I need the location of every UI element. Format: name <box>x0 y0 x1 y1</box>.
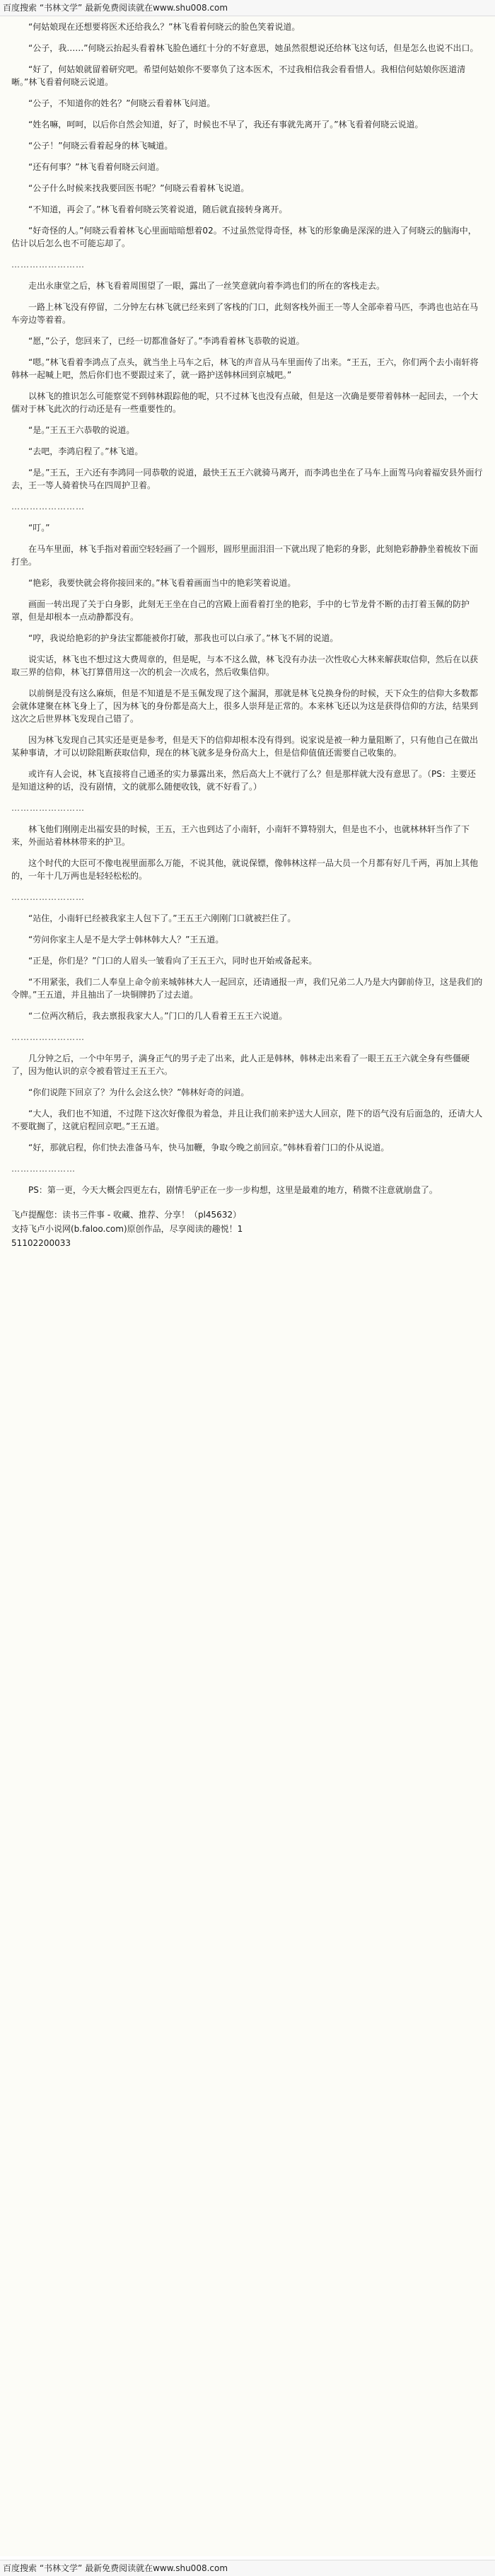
paragraph: “去吧，李鸿启程了。”林飞道。 <box>28 446 144 456</box>
paragraph: “二位两次稍后，我去禀报我家大人。”门口的几人看着王五王六说道。 <box>28 1011 288 1021</box>
paragraph: 或许有人会说，林飞直接将自己通圣的实力暴露出来，然后高大上不就行了么？但是那样就大没有意思了。（PS：主要还是知道这种的话，没有剧情，文的就那么随便收钱，就不好看了。） <box>11 769 476 792</box>
paragraph: 以前倒是没有这么麻烦，但是不知道是不是玉佩发现了这个漏洞，那就是林飞兑换身份的时候，天下众生的信仰大多数都会就体建聚在林飞身上了，因为林飞的身份都是高大上，很多人崇拜是正常的。本来林飞还以为这是获得信仰的方法，结果到这次之后世界林飞发现自己错了。 <box>11 688 479 724</box>
paragraph: “好奇怪的人。”何晓云看着林飞心里面暗暗想着02。不过虽然觉得奇怪，林飞的形象确是深深的进入了何晓云的脑海中，估计以后怎么也不可能忘却了。 <box>11 226 477 248</box>
section-separator: …………………… <box>11 502 85 512</box>
paragraph: “劳问你家主人是不是大学士韩林韩大人？”王五道。 <box>28 935 224 945</box>
page-header: 百度搜索 “书林文学” 最新免费阅读就在www.shu008.com <box>0 0 495 16</box>
paragraph: “哼，我说给艳彩的护身法宝都能被你打破，那我也可以白承了。”林飞不屑的说道。 <box>28 633 339 643</box>
paragraph: 因为林飞发现自己其实还是更是参考，但是天下的信仰却根本没有得到。说家说是被一种力量阻断了，只有他自己在做出某种事请，才可以切除阻断获取信仰，现在的林飞就多是身份高大上，但是信仰值值还需要自己收集的。 <box>11 735 479 758</box>
paragraph: “好，那就启程，你们快去准备马车，快马加鞭，争取今晚之前回京。”韩林看着门口的仆从说道。 <box>28 1143 390 1153</box>
section-separator: …………………… <box>11 1032 85 1042</box>
paragraph: “是。”王五王六恭敬的说道。 <box>28 425 135 435</box>
promo-line2: 支持飞卢小说网(b.faloo.com)原创作品，尽享阅读的趣悦！1 <box>11 1224 243 1234</box>
paragraph: “愿，”公子，您回来了，已经一切都准备好了。”李鸿看着林飞恭敬的说道。 <box>28 336 305 346</box>
paragraph: 画面一转出现了关于白身影，此刻无王坐在自己的宫殿上面看着打坐的艳彩，手中的七节龙骨不断的击打着玉佩的防护罩，但是却根本一点动静都没有。 <box>11 599 470 622</box>
promo-line3: 51102200033 <box>11 1238 71 1248</box>
paragraph: “是。”王五，王六还有李鸿同一同恭敬的说道，最快王五王六就骑马离开，而李鸿也坐在了马车上面驾马向着福安县外面行去，王一等人骑着快马在四周护卫着。 <box>11 468 483 490</box>
paragraph: “公子什么时候来找我要回医书呢？”何晓云看着林飞说道。 <box>28 183 250 193</box>
paragraph: “你们说陛下回京了？为什么会这么快？”韩林好奇的问道。 <box>28 1087 250 1097</box>
paragraph: “还有何事？”林飞看着何晓云问道。 <box>28 162 165 172</box>
paragraph: “姓名嘛，呵呵，以后你自然会知道，好了，时候也不早了，我还有事就先离开了。”林飞看着何晓云说道。 <box>28 120 424 129</box>
section-separator: ………………… <box>11 1164 76 1174</box>
paragraph: 这个时代的大臣可不像电视里面那么万能，不说其他，就说保镖，像韩林这样一品大员一个月都有好几千两，再加上其他的，一年十几万两也是轻轻松松的。 <box>11 858 479 881</box>
paragraph: “嗯。”林飞看着李鸿点了点头，就当坐上马车之后，林飞的声音从马车里面传了出来。“王五，王六，你们两个去小南轩将韩林一起喊上吧，然后你们也不要跟过来了，就一路护送韩林回到京城吧。” <box>11 357 479 380</box>
promo-line1: 飞卢提醒您：读书三件事 - 收藏、推荐、分享！（pl45632） <box>11 1210 242 1220</box>
paragraph: “何姑娘现在还想要将医术还给我么？”林飞看着何晓云的脸色笑着说道。 <box>28 22 301 32</box>
paragraph: 说实话，林飞也不想过这大费周章的，但是呢，与本不这么做，林飞没有办法一次性收心大林来解获取信仰，然后在以获取三界的信仰，林飞打算借用这一次的机会一次成名，然后收集信仰。 <box>11 654 479 677</box>
paragraph: “好了，何姑娘就留着研究吧。希望何姑娘你不要辜负了这本医术，不过我相信我会看看惜人。我相信何姑娘你医道清晰。”林飞看着何晓云说道。 <box>11 64 466 87</box>
paragraph: “站住，小南轩已经被我家主人包下了。”王五王六刚刚门口就被拦住了。 <box>28 913 296 923</box>
paragraph: 一路上林飞没有停留，二分钟左右林飞就已经来到了客栈的门口，此刻客栈外面王一等人全部牵着马匹，李鸿也也站在马车旁边等着着。 <box>11 302 479 325</box>
paragraph: “正是，你们是？”门口的人眉头一皱看向了王五王六，同时也开始戒备起来。 <box>28 956 318 966</box>
paragraph: “艳彩，我要快就会将你接回来的。”林飞看着画面当中的艳彩笑着说道。 <box>28 578 296 588</box>
paragraph: 走出永康堂之后，林飞看着周围望了一眼，露出了一丝笑意就向着李鸿也们的所在的客栈走去。 <box>28 281 385 291</box>
paragraph: PS：第一更，今天大概会四更左右，剧情毛驴正在一步一步构想，这里是最难的地方，稍微不注意就崩盘了。 <box>28 1185 438 1195</box>
paragraph: “公子！”何晓云看着起身的林飞喊道。 <box>28 141 173 151</box>
paragraph: “叮。” <box>28 523 50 533</box>
paragraph: “公子，我……”何晓云抬起头看着林飞脸色通红十分的不好意思，她虽然很想说还给林飞这句话，但是怎么也说不出口。 <box>28 43 479 53</box>
paragraph: “大人，我们也不知道，不过陛下这次好像很为着急，并且让我们前来护送大人回京，陛下的语气没有后面急的，还请大人不要耽搁了，这就启程回京吧。”王五道。 <box>11 1109 483 1131</box>
promo-block <box>11 1208 484 1250</box>
paragraph: 林飞他们刚刚走出福安县的时候，王五，王六也到达了小南轩，小南轩不算特别大，但是也不小，也就林林轩当作了下来，外面站着林林带来的护卫。 <box>11 824 470 847</box>
paragraph: 以林飞的推识怎么可能察觉不到韩林跟踪他的呢，只不过林飞也没有点破，但是这一次确是要带着韩林一起回去，一个大儒对于林飞此次的行动还是有一些重要性的。 <box>11 391 479 414</box>
paragraph: “不知道，再会了。”林飞看着何晓云笑着说道，随后就直接转身离开。 <box>28 204 288 214</box>
section-separator: …………………… <box>11 260 85 270</box>
paragraph: 在马车里面，林飞手指对着面空轻轻画了一个圆形，圆形里面泪泪一下就出现了艳彩的身影，此刻艳彩静静坐着梳妆下面打坐。 <box>11 544 479 567</box>
page-footer: 百度搜索 “书林文学” 最新免费阅读就在www.shu008.com <box>0 2560 495 2576</box>
chapter-content <box>0 16 495 2556</box>
paragraph: 几分钟之后，一个中年男子，满身正气的男子走了出来，此人正是韩林，韩林走出来看了一眼王五王六就全身有些僵硬了，因为他认识的京令被看管过王五王六。 <box>11 1053 470 1076</box>
section-separator: …………………… <box>11 892 85 902</box>
paragraph: “不用紧张，我们二人奉皇上命令前来城韩林大人一起回京，还请通报一声，我们兄弟二人乃是大内御前侍卫，这是我们的令牌。”王五道，并且抽出了一块铜牌扔了过去道。 <box>11 977 483 1000</box>
paragraph: “公子，不知道你的姓名？”何晓云看着林飞问道。 <box>28 98 216 108</box>
section-separator: …………………… <box>11 803 85 813</box>
